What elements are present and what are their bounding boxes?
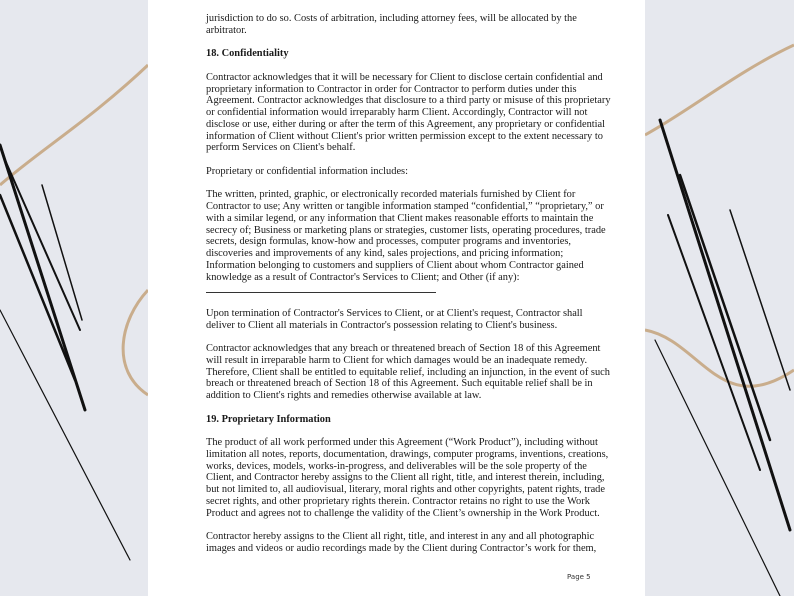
text-line: secrecy of; Business or marketing plans or strategies, customer lists, operating procedures, trade (206, 224, 606, 236)
text-line: images and videos or audio recordings made by the Client during Contractor’s work for them, (206, 542, 597, 554)
text-line: arbitrator. (206, 24, 247, 36)
paragraph-spacer (206, 60, 596, 72)
text-line: breach or threatened breach of Section 18 of this Agreement. Such equitable relief shall be in (206, 378, 593, 390)
paragraph-spacer (206, 425, 596, 437)
text-line: Therefore, Client shall be entitled to equitable relief, including an injunction, in the event of such (206, 366, 610, 378)
paragraph-spacer (206, 296, 596, 308)
text-line: deliver to Client all materials in Contractor's possession relating to Client's business. (206, 319, 558, 331)
text-line: disclose or use, either during or after the term of this Agreement, any proprietary or confidential (206, 118, 606, 130)
paragraph (206, 166, 596, 178)
page-number: Page 5 (567, 573, 591, 581)
paragraph (206, 308, 596, 332)
text-line: information of Client without Client's prior written permission except to the extent necessary to (206, 130, 603, 142)
document-body (206, 13, 611, 555)
text-line: perform Services on Client's behalf. (206, 142, 356, 154)
paragraph (206, 71, 611, 154)
document-page (148, 0, 645, 596)
text-line: The written, printed, graphic, or electronically recorded materials furnished by Client for (206, 189, 576, 201)
paragraph-spacer (206, 331, 596, 343)
text-line: discoveries and improvements of any kind, sales projections, and pricing information; (206, 248, 564, 259)
text-line: 18. Confidentiality (206, 48, 289, 60)
text-line: limitation all notes, reports, documentation, drawings, computer programs, inventions, creations, (206, 448, 609, 460)
paragraph (206, 437, 609, 519)
text-line: will result in irreparable harm to Client for which damages would be an inadequate remedy. (206, 354, 588, 366)
text-line: jurisdiction to do so. Costs of arbitration, including attorney fees, will be allocated by the (206, 13, 577, 24)
text-line: 19. Proprietary Information (206, 413, 331, 425)
text-line: Information belonging to customers and suppliers of Client about whom Contractor gained (206, 259, 584, 271)
paragraph-spacer (206, 402, 596, 414)
text-line: addition to Client's rights and remedies otherwise available at law. (206, 390, 482, 401)
text-line: proprietary information to Contractor in order for Contractor to perform duties under this (206, 83, 577, 95)
paragraph-spacer (206, 519, 596, 531)
text-line: secrets, design formulas, know-how and processes, computer programs and inventories, (206, 236, 572, 248)
text-line: knowledge as a result of Contractor's Services to Client; and Other (if any): (206, 271, 520, 283)
text-line: The product of all work performed under this Agreement (“Work Product”), including without (206, 437, 598, 448)
paragraph (206, 189, 606, 283)
text-line: Contractor to use; Any written or tangible information stamped “confidential,” “proprietary,” or (206, 201, 604, 212)
paragraph-spacer (206, 37, 596, 49)
paragraph (206, 531, 596, 555)
text-line: Contractor acknowledges that it will be necessary for Client to disclose certain confidential and (206, 71, 603, 83)
text-line: secret rights, and other proprietary rights therein. Contractor retains no right to use the Work (206, 495, 590, 507)
text-line: Agreement. Contractor acknowledges that disclosure to a third party or misuse of this proprietary (206, 95, 611, 107)
text-line: Contractor hereby assigns to the Client all right, title, and interest in any and all photographic (206, 531, 595, 542)
section-heading (206, 414, 596, 426)
text-line: with a similar legend, or any information that Client makes reasonable efforts to maintain the (206, 212, 594, 224)
text-line: works, devices, models, works-in-progress, and deliverables will be the sole property of the (206, 460, 587, 472)
paragraph-spacer (206, 154, 596, 166)
text-line: Contractor acknowledges that any breach or threatened breach of Section 18 of this Agreement (206, 343, 601, 354)
section-heading (206, 48, 596, 60)
text-line: Upon termination of Contractor's Services to Client, or at Client's request, Contractor shall (206, 307, 583, 319)
text-line: or confidential information would irreparably harm Client. Accordingly, Contractor will not (206, 107, 588, 118)
text-line: but not limited to, all audiovisual, literary, moral rights and other copyrights, patent rights, trade (206, 484, 605, 495)
text-line: Proprietary or confidential information includes: (206, 165, 408, 177)
text-line: Product and agrees not to challenge the validity of the Client’s ownership in the Work Product. (206, 507, 600, 519)
paragraph (206, 343, 610, 402)
paragraph-spacer (206, 178, 596, 190)
paragraph (206, 13, 596, 37)
text-line: Client, and Contractor hereby assigns to the Client all right, title, and interest therein, including, (206, 472, 605, 484)
